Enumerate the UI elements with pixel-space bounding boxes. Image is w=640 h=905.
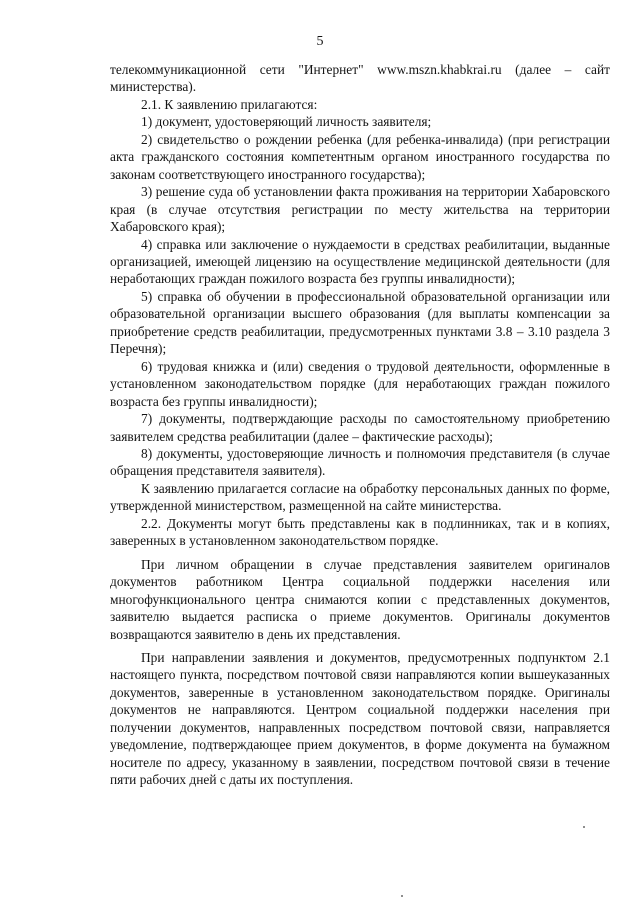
- paragraph-personal-data-consent: К заявлению прилагается согласие на обработку персональных данных по форме, утвержденной министерством, размещенной на сайте министерства.: [110, 480, 610, 514]
- paragraph-personal-visit: При личном обращении в случае представления заявителем оригиналов документов работником Центра социальной поддержки населения или многофункционального центра снимаются копии с представленных документов, заявителю выдается расписка о приеме документов. Оригиналы документов возвращаются заявителю в день их представления.: [110, 556, 610, 642]
- list-item-5-education-certificate: 5) справка об обучении в профессиональной образовательной организации или образовательной организации высшего образования (для выплаты компенсации за приобретение средств реабилитации, предусмотренных пунктами 3.8 – 3.10 раздела 3 Перечня);: [110, 288, 610, 357]
- scan-dot: [401, 895, 403, 897]
- list-item-1-identity-document: 1) документ, удостоверяющий личность заявителя;: [141, 114, 432, 130]
- list-item-2-birth-certificate: 2) свидетельство о рождении ребенка (для ребенка-инвалида) (при регистрации акта гражданского состояния компетентным органом иностранного государства по законам соответствующего иностранного государства);: [110, 131, 610, 182]
- scan-dot: [583, 826, 585, 828]
- page-number: 5: [316, 34, 324, 49]
- list-item-7-expense-documents: 7) документы, подтверждающие расходы по самостоятельному приобретению заявителем средства реабилитации (далее – фактические расходы);: [110, 411, 610, 444]
- list-item-6-work-record: 6) трудовая книжка и (или) сведения о трудовой деятельности, оформленные в установленном законодательством порядке (для неработающих граждан пожилого возраста без группы инвалидности);: [110, 358, 610, 409]
- list-item-8-representative-documents: 8) документы, удостоверяющие личность и полномочия представителя (в случае обращения представителя заявителя).: [110, 445, 610, 479]
- paragraph-site-definition: телекоммуникационной сети "Интернет" www.mszn.khabkrai.ru (далее – сайт министерства).: [110, 62, 610, 95]
- list-item-3-court-decision: 3) решение суда об установлении факта проживания на территории Хабаровского края (в случае отсутствия регистрации по месту жительства на территории Хабаровского края);: [110, 184, 610, 235]
- paragraph-postal-submission: При направлении заявления и документов, предусмотренных подпунктом 2.1 настоящего пункта, посредством почтовой связи направляются копии вышеуказанных документов, заверенные в установленном законодательством порядке. Оригиналы документов не направляются. Центром социальной поддержки населения при получении документов, направленных посредством почтовой связи, направляется уведомление, подтверждающее прием документов, в форме документа на бумажном носителе по адресу, указанному в заявлении, посредством почтовой связи в течение пяти рабочих дней с даты их поступления.: [110, 649, 610, 788]
- paragraph-section-2-1-heading: 2.1. К заявлению прилагаются:: [141, 96, 318, 112]
- paragraph-section-2-2: 2.2. Документы могут быть представлены как в подлинниках, так и в копиях, заверенных в установленном законодательством порядке.: [110, 515, 610, 549]
- document-body: [110, 61, 610, 789]
- list-item-4-medical-certificate: 4) справка или заключение о нуждаемости в средствах реабилитации, выданные организацией, имеющей лицензию на осуществление медицинской деятельности (для неработающих граждан пожилого возраста без группы инвалидности);: [110, 236, 610, 287]
